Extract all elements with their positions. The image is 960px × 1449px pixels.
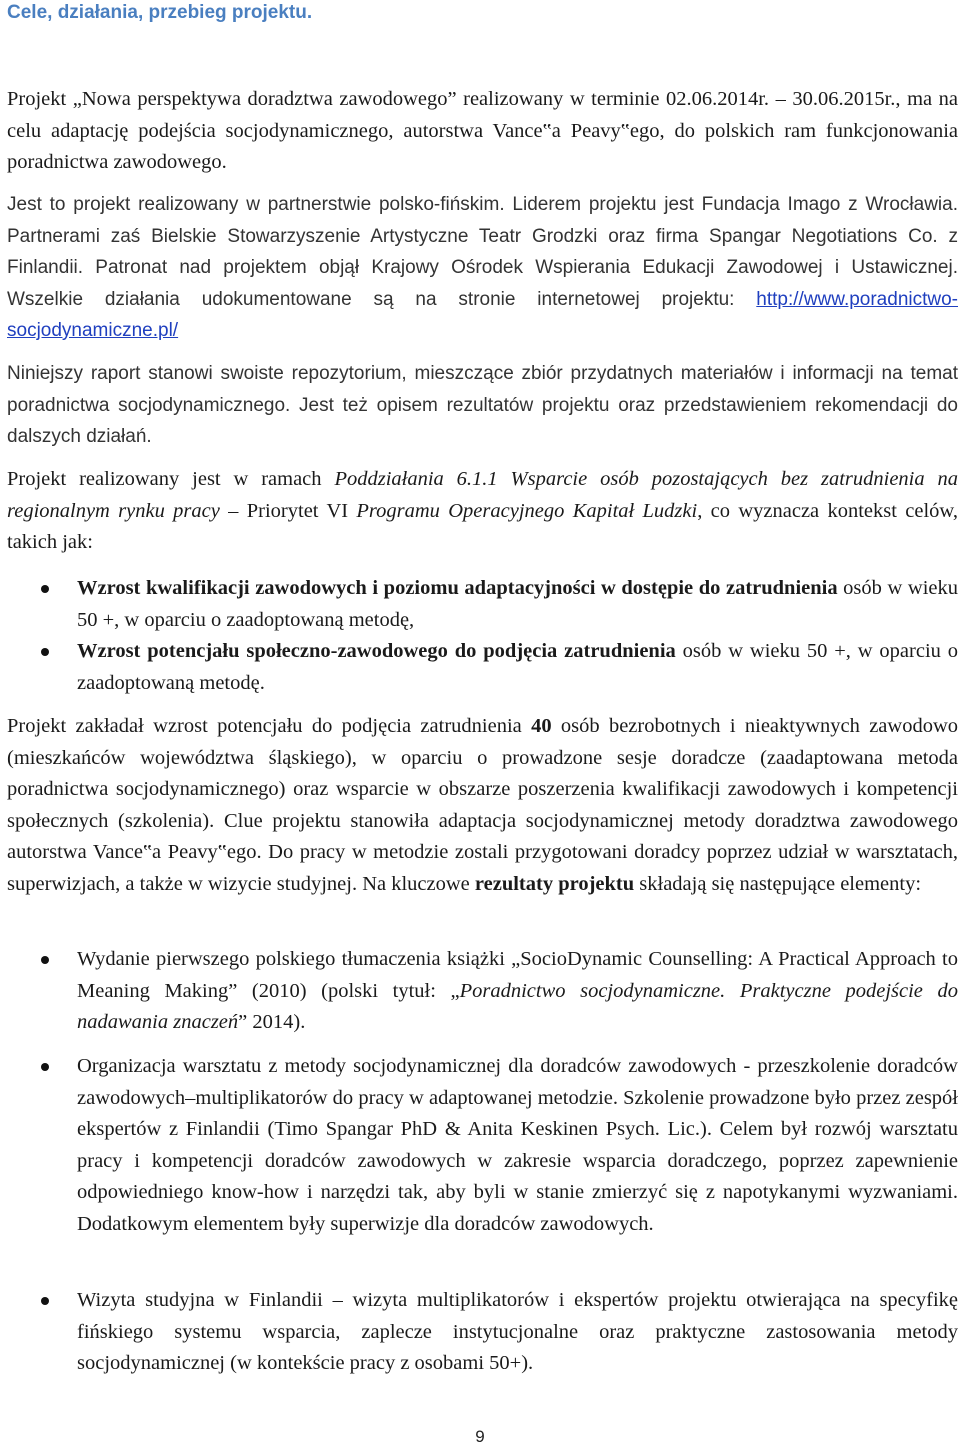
partnership-text: Jest to projekt realizowany w partnerstwie polsko-fińskim. Liderem projektu jest Fundacja Imago z Wrocławia. Partnerami zaś Bielskie Stowarzyszenie Artystyczne Teatr Grodzki oraz firma Spangar Negotiations Co. z Finlandii. Patronat nad projektem objął Krajowy Ośrodek Wspierania Edukacji Zawodowej i Ustawicznej. Wszelkie działania udokumentowane są na stronie internetowej projektu: bbox=[7, 194, 958, 310]
results-text-b: osób bezrobotnych i nieaktywnych zawodowo (mieszkańców województwa śląskiego), w oparciu o prowadzone sesje doradcze (zaadaptowana metoda poradnictwa socjodynamicznego) oraz wsparcie w obszarze poszerzenia kwalifikacji zawodowych i kompetencji społecznych (szkolenia). Clue projektu stanowiła adaptacja socjodynamicznej metody doradztwa zawodowego autorstwa Vance‟a Peavy‟ego. Do pracy w metodzie zostali przygotowani doradcy poprzez udział w warsztatach, superwizjach, a także w wizycie studyjnej. Na kluczowe bbox=[7, 715, 958, 895]
results-text-c: składają się następujące elementy: bbox=[634, 872, 922, 895]
result-1-text: Wydanie pierwszego polskiego tłumaczenia książki „SocioDynamic Counselling: A Practical Approach to Meaning Making” (2010) (polski tytuł: „ bbox=[77, 948, 958, 1002]
page-number: 9 bbox=[475, 1427, 485, 1446]
result-1-title: Poradnictwo socjodynamiczne. Praktyczne podejście do nadawania znaczeń bbox=[77, 979, 958, 1033]
results-text-a: Projekt zakładał wzrost potencjału do podjęcia zatrudnienia bbox=[7, 715, 532, 737]
list-item-goal-1 bbox=[7, 573, 958, 636]
beneficiaries-count: 40 bbox=[531, 715, 552, 737]
goal-1-bold: Wzrost kwalifikacji zawodowych i poziomu adaptacyjności w dostępie do zatrudnienia bbox=[77, 577, 838, 599]
bullet-icon bbox=[41, 956, 49, 964]
bullet-icon bbox=[41, 1297, 49, 1305]
bullet-icon bbox=[41, 585, 49, 593]
results-list bbox=[7, 944, 958, 1039]
goals-list bbox=[7, 573, 958, 699]
priority-text: – Priorytet VI bbox=[219, 499, 357, 522]
goal-2-bold: Wzrost potencjału społeczno-zawodowego do podjęcia zatrudnienia bbox=[77, 640, 676, 662]
paragraph-report-purpose: Niniejszy raport stanowi swoiste repozytorium, mieszczące zbiór przydatnych materiałów i informacji na temat poradnictwa socjodynamicznego. Jest też opisem rezultatów projektu oraz przedstawieniem rekomendacji do dalszych działań. bbox=[7, 363, 958, 447]
paragraph-program-context bbox=[7, 464, 958, 559]
results-bold: rezultaty projektu bbox=[474, 872, 635, 895]
program-name: Programu Operacyjnego Kapitał Ludzki bbox=[356, 499, 698, 522]
context-text: Projekt realizowany jest w ramach bbox=[7, 468, 335, 490]
section-heading: Cele, działania, przebieg projektu. bbox=[7, 2, 313, 23]
paragraph-project-results bbox=[7, 711, 958, 900]
result-3-text: Wizyta studyjna w Finlandii – wizyta multiplikatorów i ekspertów projektu otwierająca na specyfikę fińskiego systemu wsparcia, zaplecze instytucjonalne oraz praktyczne zastosowania metody socjodynamicznej (w kontekście pracy z osobami 50+). bbox=[77, 1289, 958, 1374]
context-end-text: , co wyznacza kontekst celów, takich jak: bbox=[7, 499, 958, 553]
subaction-name: Poddziałania 6.1.1 Wsparcie osób pozostających bez zatrudnienia na regionalnym rynku pracy bbox=[7, 468, 959, 522]
paragraph-partnership bbox=[7, 189, 958, 347]
goal-1-text: osób w wieku 50 +, w oparciu o zaadoptowaną metodę, bbox=[77, 577, 958, 631]
bullet-icon bbox=[41, 648, 49, 656]
project-website-link[interactable]: http://www.poradnictwo-socjodynamiczne.pl/ bbox=[7, 288, 958, 341]
paragraph-project-intro: Projekt „Nowa perspektywa doradztwa zawodowego” realizowany w terminie 02.06.2014r. – 30.06.2015r., ma na celu adaptację podejścia socjodynamicznego, autorstwa Vance‟a Peavy‟ego, do polskich ram funkcjonowania poradnictwa zawodowego. bbox=[7, 88, 958, 173]
results-list-3 bbox=[7, 1285, 958, 1380]
list-item-result-2 bbox=[7, 1051, 958, 1240]
goal-2-text: osób w wieku 50 +, w oparciu o zaadoptowaną metodę. bbox=[77, 640, 958, 694]
list-item-goal-2 bbox=[7, 636, 958, 699]
list-item-result-1 bbox=[7, 944, 958, 1039]
result-1-end: ” 2014). bbox=[238, 1011, 306, 1033]
bullet-icon bbox=[41, 1063, 49, 1071]
list-item-result-3 bbox=[7, 1285, 958, 1380]
results-list-2 bbox=[7, 1051, 958, 1240]
result-2-text: Organizacja warsztatu z metody socjodynamicznej dla doradców zawodowych - przeszkolenie doradców zawodowych–multiplikatorów do pracy w adaptowanej metodzie. Szkolenie prowadzone było przez zespół ekspertów z Finlandii (Timo Spangar PhD & Anita Keskinen Psych. Lic.). Celem był rozwój warsztatu pracy i kompetencji doradców zawodowych w zakresie wsparcia doradczego, poprzez zapewnienie odpowiedniego know-how i narzędzi tak, aby byli w stanie zmierzyć się z napotykanymi wyzwaniami. Dodatkowym elementem były superwizje dla doradców zawodowych. bbox=[77, 1055, 958, 1235]
